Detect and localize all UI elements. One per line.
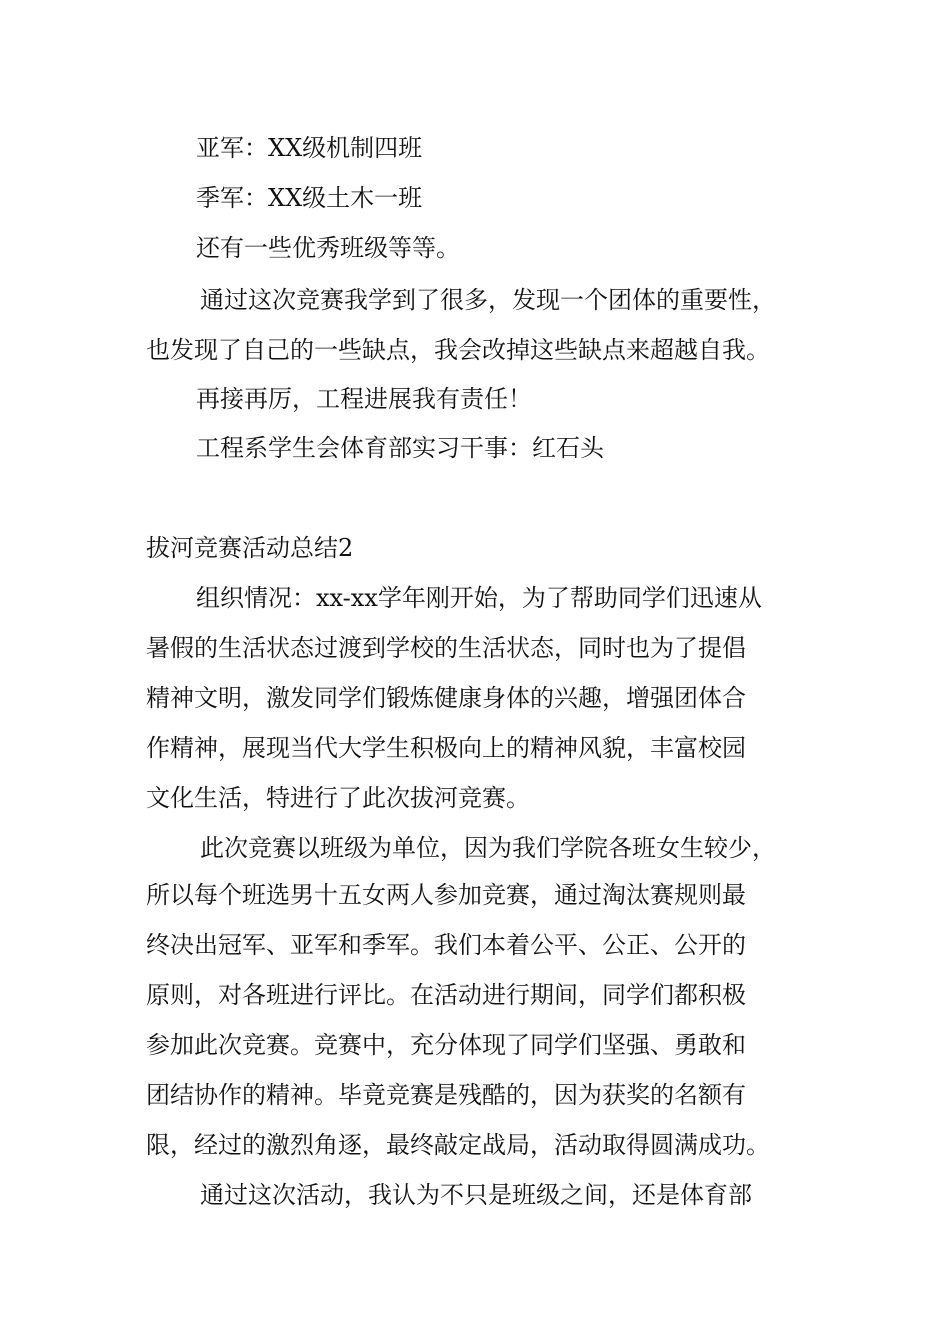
para1-line-5: 文化生活，特进行了此次拔河竞赛。 <box>146 784 530 812</box>
motto-line: 再接再厉，工程进展我有责任！ <box>196 385 532 413</box>
para1-line-3: 精神文明，激发同学们锻炼健康身体的兴趣，增强团体合 <box>146 684 746 712</box>
para2-line-7: 限，经过的激烈角逐，最终敲定战局，活动取得圆满成功。 <box>146 1131 770 1159</box>
para3-line-1: 通过这次活动，我认为不只是班级之间，还是体育部 <box>200 1181 752 1209</box>
para2-line-4: 原则，对各班进行评比。在活动进行期间，同学们都积极 <box>146 981 746 1009</box>
reflection-line-2: 也发现了自己的一些缺点，我会改掉这些缺点来超越自我。 <box>146 336 770 364</box>
runner-up-line: 亚军：XX级机制四班 <box>196 134 423 162</box>
para1-line-2: 暑假的生活状态过渡到学校的生活状态，同时也为了提倡 <box>146 634 746 662</box>
para2-line-6: 团结协作的精神。毕竟竞赛是残酷的，因为获奖的名额有 <box>146 1081 746 1109</box>
reflection-line-1: 通过这次竞赛我学到了很多，发现一个团体的重要性， <box>200 286 776 314</box>
signature-line: 工程系学生会体育部实习干事：红石头 <box>196 434 604 462</box>
section-title: 拔河竞赛活动总结2 <box>146 534 354 562</box>
para2-line-1: 此次竞赛以班级为单位，因为我们学院各班女生较少， <box>200 834 776 862</box>
para2-line-5: 参加此次竞赛。竞赛中，充分体现了同学们坚强、勇敢和 <box>146 1031 746 1059</box>
para1-line-1: 组织情况：xx-xx学年刚开始，为了帮助同学们迅速从 <box>196 584 762 612</box>
others-line: 还有一些优秀班级等等。 <box>196 234 460 262</box>
para2-line-3: 终决出冠军、亚军和季军。我们本着公平、公正、公开的 <box>146 931 746 959</box>
third-place-line: 季军：XX级土木一班 <box>196 184 423 212</box>
para2-line-2: 所以每个班选男十五女两人参加竞赛，通过淘汰赛规则最 <box>146 881 746 909</box>
para1-line-4: 作精神，展现当代大学生积极向上的精神风貌，丰富校园 <box>146 734 746 762</box>
